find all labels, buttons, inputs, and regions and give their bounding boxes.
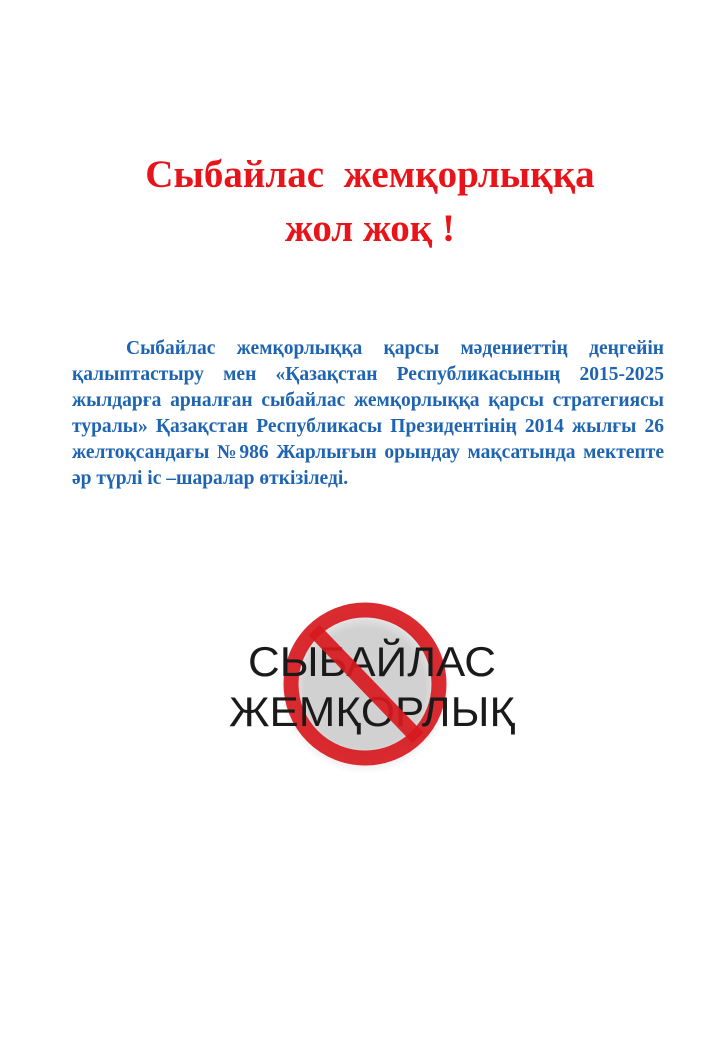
logo-text-line-1: СЫБАЙЛАС [248, 638, 486, 685]
title-line-2: жол жоқ ! [285, 207, 455, 250]
page-title [0, 148, 720, 256]
anti-corruption-logo [222, 598, 522, 773]
no-entry-sign-icon [222, 598, 522, 773]
logo-text-line-2: ЖЕМҚОРЛЫҚ [229, 688, 516, 735]
title-line-1: Сыбайлас жемқорлыққа [145, 153, 595, 196]
body-paragraph: Сыбайлас жемқорлыққа қарсы мәдениеттің деңгейін қалыптастыру мен «Қазақстан Республикасының 2015-2025 жылдарға арналған сыбайлас жемқорлыққа қарсы стратегиясы туралы» Қазақстан Республикасы Президентінің 2014 жылғы 26 желтоқсандағы №986 Жарлығын орындау мақсатында мектепте әр түрлі іс –шаралар өткізіледі. [72, 338, 664, 489]
